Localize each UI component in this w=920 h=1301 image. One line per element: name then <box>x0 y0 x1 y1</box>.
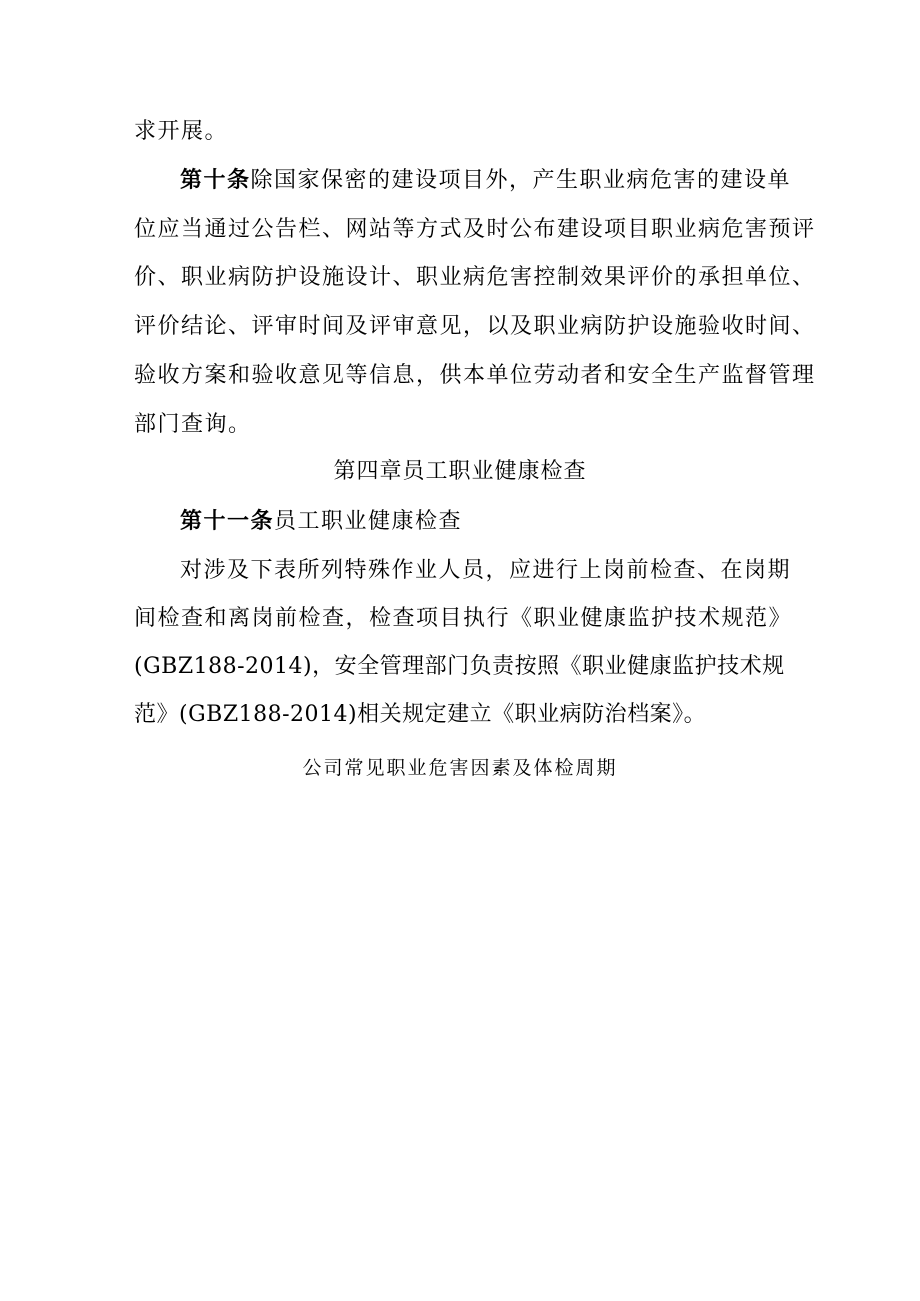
paragraph-line-content: 范》(GBZ188-2014)相关规定建立《职业病防治档案》。 <box>134 702 707 727</box>
article-11-title: 员工职业健康检查 <box>274 509 463 534</box>
text-line <box>134 410 252 440</box>
text-line-content: 价、职业病防护设施设计、职业病危害控制效果评价的承担单位、 <box>134 265 816 290</box>
text-line <box>134 361 816 391</box>
text-line <box>134 263 816 293</box>
paragraph-line <box>180 556 791 586</box>
paragraph-line-content: (GBZ188-2014)，安全管理部门负责按照《职业健康监护技术规 <box>134 654 785 679</box>
table-caption: 公司常见职业危害因素及体检周期 <box>302 757 618 779</box>
article-10-line <box>180 166 791 196</box>
text-line-content: 验收方案和验收意见等信息，供本单位劳动者和安全生产监督管理 <box>134 363 816 388</box>
article-10-label: 第十条 <box>180 168 251 193</box>
article-11-line <box>180 507 462 537</box>
article-11-label: 第十一条 <box>180 509 275 534</box>
paragraph-line <box>134 604 792 634</box>
text-line-content: 位应当通过公告栏、网站等方式及时公布建设项目职业病危害预评 <box>134 217 816 242</box>
text-line-content: 求开展。 <box>134 119 229 144</box>
text-line <box>134 215 816 245</box>
paragraph-line-content: 对涉及下表所列特殊作业人员，应进行上岗前检查、在岗期 <box>180 558 792 583</box>
text-line-content: 部门查询。 <box>134 412 252 437</box>
article-10-text: 除国家保密的建设项目外，产生职业病危害的建设单 <box>250 168 792 193</box>
paragraph-line <box>134 700 706 730</box>
text-line-content: 评价结论、评审时间及评审意见，以及职业病防护设施验收时间、 <box>134 314 816 339</box>
chapter-heading: 第四章员工职业健康检查 <box>333 459 587 484</box>
paragraph-line <box>134 652 785 682</box>
text-line <box>134 312 816 342</box>
paragraph-line-content: 间检查和离岗前检查，检查项目执行《职业健康监护技术规范》 <box>134 606 793 631</box>
text-line <box>134 117 228 147</box>
